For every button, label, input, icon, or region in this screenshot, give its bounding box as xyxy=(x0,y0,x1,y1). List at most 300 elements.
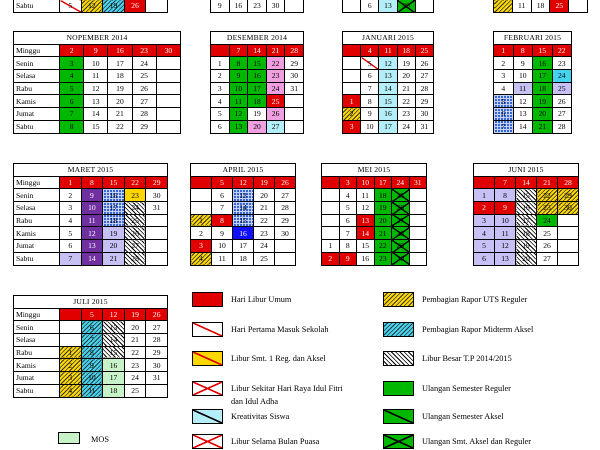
date-cell: 6 xyxy=(361,70,379,83)
date-cell: 30 xyxy=(156,44,180,57)
date-cell: 20 xyxy=(124,321,146,334)
month-title: NOPEMBER 2014 xyxy=(14,32,181,45)
day-label: Sabtu xyxy=(14,120,60,133)
date-cell: 16 xyxy=(233,227,254,240)
date-cell: 5 xyxy=(211,108,230,121)
date-cell: 19 xyxy=(533,95,553,108)
date-cell: 8 xyxy=(513,44,533,57)
date-cell: 26 xyxy=(537,240,558,253)
date-cell: 8 xyxy=(60,120,84,133)
day-label: Minggu xyxy=(14,44,60,57)
date-cell: 12 xyxy=(495,240,516,253)
date-cell: 13 xyxy=(495,252,516,265)
date-cell: 23 xyxy=(254,227,275,240)
date-cell: 18 xyxy=(533,82,553,95)
date-cell: 26 xyxy=(392,202,410,215)
date-cell: 1 xyxy=(60,346,82,359)
date-cell: 10 xyxy=(513,70,533,83)
date-cell: 29 xyxy=(415,95,433,108)
day-label: Sabtu xyxy=(14,384,60,397)
month-title: MEI 2015 xyxy=(322,164,427,177)
date-cell: 24 xyxy=(124,372,146,385)
date-cell xyxy=(322,202,340,215)
date-cell: 24 xyxy=(124,202,146,215)
date-cell: 12 xyxy=(84,82,108,95)
date-cell: 13 xyxy=(81,240,103,253)
legend-label: Libur Besar T.P 2014/2015 xyxy=(422,354,512,363)
date-cell: 29 xyxy=(275,214,296,227)
date-cell: 10 xyxy=(361,120,379,133)
date-cell: 17 xyxy=(533,70,553,83)
date-cell: 20 xyxy=(374,214,392,227)
date-cell: 22 xyxy=(124,346,146,359)
date-cell: 22 xyxy=(397,95,415,108)
partial-calendar-left: Sabtu 5 12 19 26 xyxy=(13,0,168,13)
date-cell: 6 xyxy=(339,214,357,227)
date-cell: 28 xyxy=(124,252,146,265)
date-cell: 18 xyxy=(397,44,415,57)
day-label: Minggu xyxy=(14,308,60,321)
date-cell: 10 xyxy=(81,202,103,215)
date-cell: 18 xyxy=(103,384,125,397)
date-cell: 19 xyxy=(254,176,275,189)
date-cell: 7 xyxy=(60,252,82,265)
date-cell: 15 xyxy=(533,44,553,57)
date-cell: 14 xyxy=(103,334,125,347)
date-cell: 17 xyxy=(103,372,125,385)
date-cell: 26 xyxy=(266,108,285,121)
date-cell: 21 xyxy=(254,202,275,215)
partial-calendar-far: 11 18 25 xyxy=(493,0,588,13)
date-cell: 3 xyxy=(191,240,212,253)
date-cell: 5 xyxy=(361,57,379,70)
legend-swatch-ulangan-reguler xyxy=(383,381,414,396)
date-cell: 19 xyxy=(397,57,415,70)
date-cell: 28 xyxy=(146,334,168,347)
month-calendar xyxy=(13,31,181,134)
date-cell: 16 xyxy=(248,70,267,83)
month-title: APRIL 2015 xyxy=(191,164,296,177)
date-cell: 10 xyxy=(81,372,103,385)
date-cell xyxy=(146,227,168,240)
date-cell: 19 xyxy=(516,240,537,253)
date-cell: 2 xyxy=(60,44,84,57)
date-cell: 14 xyxy=(81,252,103,265)
date-cell: 10 xyxy=(212,240,233,253)
date-cell: 10 xyxy=(495,214,516,227)
date-cell: 15 xyxy=(248,57,267,70)
date-cell: 22 xyxy=(254,214,275,227)
legend-swatch-libur-umum xyxy=(192,292,223,307)
date-cell: 4 xyxy=(474,227,495,240)
date-cell: 19 xyxy=(108,82,132,95)
day-label: Jumat xyxy=(14,372,60,385)
date-cell xyxy=(343,57,361,70)
date-cell: 15 xyxy=(103,176,125,189)
date-cell: 1 xyxy=(60,176,82,189)
date-cell: 2 xyxy=(494,57,514,70)
date-cell: 12 xyxy=(229,108,248,121)
date-cell: 17 xyxy=(374,176,392,189)
date-cell: 3 xyxy=(494,70,514,83)
date-cell: 11 xyxy=(212,252,233,265)
legend-label: Ulangan Semester Aksel xyxy=(422,412,504,421)
date-cell xyxy=(558,240,579,253)
date-cell: 20 xyxy=(516,252,537,265)
date-cell: 26 xyxy=(415,57,433,70)
date-cell: 24 xyxy=(392,176,410,189)
date-cell: 2 xyxy=(211,70,230,83)
legend-label: Pembagian Rapor UTS Reguler xyxy=(422,295,528,304)
date-cell: 27 xyxy=(146,321,168,334)
date-cell xyxy=(558,214,579,227)
date-cell: 5 xyxy=(474,240,495,253)
date-cell xyxy=(409,214,427,227)
date-cell: 5 xyxy=(60,227,82,240)
date-cell: 21 xyxy=(108,108,132,121)
month-title: JUNI 2015 xyxy=(474,164,579,177)
date-cell xyxy=(322,227,340,240)
date-cell: 17 xyxy=(103,202,125,215)
date-cell: 1 xyxy=(322,240,340,253)
date-cell: 2 xyxy=(60,359,82,372)
date-cell: 8 xyxy=(229,57,248,70)
date-cell: 23 xyxy=(132,44,156,57)
legend-swatch-idul-fitri xyxy=(192,381,223,396)
date-cell: 2 xyxy=(343,108,361,121)
date-cell: 11 xyxy=(229,95,248,108)
legend-swatch-ulangan-aksel-reguler xyxy=(383,434,414,449)
date-cell: 12 xyxy=(513,95,533,108)
date-cell: 20 xyxy=(248,120,267,133)
date-cell: 2 xyxy=(60,189,82,202)
date-cell: 13 xyxy=(357,214,375,227)
date-cell: 24 xyxy=(552,70,572,83)
date-cell: 12 xyxy=(81,227,103,240)
month-title: JULI 2015 xyxy=(14,296,168,309)
date-cell: 7 xyxy=(495,176,516,189)
date-cell xyxy=(474,176,495,189)
date-cell: 12 xyxy=(103,308,125,321)
date-cell: 4 xyxy=(361,44,379,57)
date-cell: 6 xyxy=(60,240,82,253)
partial-calendar-mid: 9 16 23 30 xyxy=(210,0,304,13)
date-cell: 13 xyxy=(233,189,254,202)
date-cell: 6 xyxy=(212,189,233,202)
date-cell: 9 xyxy=(84,44,108,57)
date-cell: 27 xyxy=(132,95,156,108)
date-cell: 28 xyxy=(415,82,433,95)
date-cell: 4 xyxy=(494,82,514,95)
date-cell xyxy=(156,95,180,108)
date-cell: 25 xyxy=(266,95,285,108)
date-cell: 3 xyxy=(211,82,230,95)
date-cell: 8 xyxy=(495,189,516,202)
date-cell: 30 xyxy=(146,359,168,372)
date-cell xyxy=(156,108,180,121)
date-cell: 5 xyxy=(494,95,514,108)
date-cell xyxy=(60,308,82,321)
legend-swatch-masuk-sekolah xyxy=(192,322,223,337)
date-cell: 2 xyxy=(191,227,212,240)
date-cell: 19 xyxy=(248,108,267,121)
date-cell xyxy=(146,384,168,397)
legend-label: Hari Libur Umum xyxy=(231,295,292,304)
date-cell xyxy=(275,240,296,253)
date-cell: 8 xyxy=(81,176,103,189)
date-cell: 31 xyxy=(146,202,168,215)
month-title: DESEMBER 2014 xyxy=(211,32,304,45)
date-cell: 17 xyxy=(516,214,537,227)
date-cell: 9 xyxy=(513,57,533,70)
date-cell: 13 xyxy=(379,70,397,83)
date-cell: 14 xyxy=(233,202,254,215)
day-label: Senin xyxy=(14,189,60,202)
date-cell: 28 xyxy=(275,202,296,215)
date-cell: 23 xyxy=(124,189,146,202)
date-cell: 31 xyxy=(146,372,168,385)
date-cell: 28 xyxy=(392,227,410,240)
date-cell: 22 xyxy=(537,189,558,202)
date-cell: 18 xyxy=(374,189,392,202)
date-cell: 6 xyxy=(474,252,495,265)
date-cell: 9 xyxy=(212,227,233,240)
date-cell: 14 xyxy=(248,44,267,57)
date-cell xyxy=(409,202,427,215)
date-cell xyxy=(322,176,340,189)
date-cell: 31 xyxy=(415,120,433,133)
date-cell: 3 xyxy=(474,214,495,227)
month-calendar xyxy=(473,163,579,266)
month-calendar xyxy=(342,31,434,134)
day-label: Rabu xyxy=(14,82,60,95)
date-cell: 27 xyxy=(552,108,572,121)
day-label: Selasa xyxy=(14,70,60,83)
day-label: Kamis xyxy=(14,227,60,240)
day-label: Minggu xyxy=(14,176,60,189)
date-cell: 17 xyxy=(233,240,254,253)
date-cell: 8 xyxy=(81,346,103,359)
date-cell: 27 xyxy=(537,252,558,265)
date-cell: 14 xyxy=(513,120,533,133)
date-cell xyxy=(146,240,168,253)
date-cell: 26 xyxy=(124,227,146,240)
date-cell: 6 xyxy=(81,321,103,334)
date-cell xyxy=(285,120,304,133)
date-cell: 24 xyxy=(266,82,285,95)
date-cell: 18 xyxy=(108,70,132,83)
day-label: Rabu xyxy=(14,214,60,227)
day-label: Selasa xyxy=(14,334,60,347)
date-cell: 18 xyxy=(233,252,254,265)
date-cell: 9 xyxy=(495,202,516,215)
legend-label: Pembagian Rapor Midterm Aksel xyxy=(422,325,534,334)
date-cell: 25 xyxy=(132,70,156,83)
date-cell: 10 xyxy=(229,82,248,95)
date-cell: 5 xyxy=(212,176,233,189)
day-label: Selasa xyxy=(14,202,60,215)
date-cell: 21 xyxy=(533,120,553,133)
month-title: FEBRUARI 2015 xyxy=(494,32,572,45)
date-cell: 3 xyxy=(60,372,82,385)
legend-label-mos: MOS xyxy=(91,435,109,444)
legend-label: Libur Smt. 1 Reg. dan Aksel xyxy=(231,354,326,363)
date-cell: 12 xyxy=(379,57,397,70)
date-cell: 22 xyxy=(552,44,572,57)
date-cell: 2 xyxy=(474,202,495,215)
date-cell: 1 xyxy=(191,214,212,227)
date-cell: 21 xyxy=(374,227,392,240)
date-cell: 3 xyxy=(343,120,361,133)
legend-label: Ulangan Semester Reguler xyxy=(422,384,511,393)
day-label: Sabtu xyxy=(14,0,60,12)
month-calendar xyxy=(321,163,427,266)
legend-swatch-rapor-midterm xyxy=(383,322,414,337)
date-cell: 21 xyxy=(266,44,285,57)
date-cell: 18 xyxy=(516,227,537,240)
date-cell: 29 xyxy=(132,120,156,133)
legend-label: dan Idul Adha xyxy=(231,397,279,406)
date-cell: 15 xyxy=(84,120,108,133)
date-cell xyxy=(146,252,168,265)
month-title: MARET 2015 xyxy=(14,164,168,177)
date-cell: 1 xyxy=(494,44,514,57)
date-cell: 6 xyxy=(60,95,84,108)
date-cell: 15 xyxy=(103,346,125,359)
date-cell xyxy=(343,82,361,95)
date-cell: 14 xyxy=(84,108,108,121)
legend-swatch-bulan-puasa xyxy=(192,434,223,449)
date-cell xyxy=(60,334,82,347)
date-cell: 25 xyxy=(537,227,558,240)
date-cell: 23 xyxy=(537,202,558,215)
date-cell: 27 xyxy=(392,214,410,227)
date-cell: 11 xyxy=(81,384,103,397)
date-cell: 14 xyxy=(379,82,397,95)
date-cell: 4 xyxy=(60,214,82,227)
day-label: Sabtu xyxy=(14,252,60,265)
date-cell xyxy=(322,214,340,227)
date-cell: 19 xyxy=(124,308,146,321)
date-cell: 15 xyxy=(233,214,254,227)
date-cell: 16 xyxy=(108,44,132,57)
legend-label: Libur Selama Bulan Puasa xyxy=(231,437,320,446)
date-cell: 27 xyxy=(275,189,296,202)
month-calendar xyxy=(13,163,168,266)
date-cell: 12 xyxy=(357,202,375,215)
date-cell: 26 xyxy=(132,82,156,95)
date-cell: 20 xyxy=(108,95,132,108)
day-label: Kamis xyxy=(14,95,60,108)
date-cell: 25 xyxy=(415,44,433,57)
date-cell: 30 xyxy=(392,252,410,265)
date-cell: 1 xyxy=(211,57,230,70)
date-cell: 31 xyxy=(409,176,427,189)
date-cell: 3 xyxy=(60,202,82,215)
date-cell xyxy=(285,95,304,108)
date-cell xyxy=(409,240,427,253)
date-cell: 11 xyxy=(84,70,108,83)
date-cell: 28 xyxy=(558,176,579,189)
date-cell: 13 xyxy=(103,321,125,334)
date-cell: 23 xyxy=(266,70,285,83)
date-cell: 25 xyxy=(124,214,146,227)
legend-swatch-libur-besar xyxy=(383,351,414,366)
date-cell: 25 xyxy=(254,252,275,265)
date-cell: 8 xyxy=(339,240,357,253)
date-cell: 5 xyxy=(60,82,84,95)
day-label: Jumat xyxy=(14,108,60,121)
day-label: Kamis xyxy=(14,359,60,372)
date-cell: 10 xyxy=(84,57,108,70)
date-cell: 21 xyxy=(103,252,125,265)
date-cell: 23 xyxy=(552,57,572,70)
date-cell: 11 xyxy=(81,214,103,227)
date-cell: 2 xyxy=(322,252,340,265)
legend-label: Libur Sekitar Hari Raya Idul Fitri xyxy=(231,384,343,393)
date-cell: 6 xyxy=(494,108,514,121)
date-cell: 27 xyxy=(415,70,433,83)
date-cell: 10 xyxy=(357,176,375,189)
date-cell: 21 xyxy=(537,176,558,189)
month-calendar xyxy=(190,163,296,266)
date-cell: 5 xyxy=(339,202,357,215)
date-cell xyxy=(343,70,361,83)
date-cell: 27 xyxy=(124,240,146,253)
date-cell: 7 xyxy=(212,202,233,215)
date-cell: 11 xyxy=(379,44,397,57)
date-cell: 11 xyxy=(513,82,533,95)
date-cell: 13 xyxy=(513,108,533,121)
date-cell: 14 xyxy=(357,227,375,240)
date-cell: 15 xyxy=(516,189,537,202)
date-cell: 4 xyxy=(339,189,357,202)
date-cell: 23 xyxy=(124,359,146,372)
day-label: Jumat xyxy=(14,240,60,253)
legend-swatch-ulangan-aksel xyxy=(383,409,414,424)
date-cell: 17 xyxy=(248,82,267,95)
date-cell: 18 xyxy=(103,214,125,227)
date-cell xyxy=(60,321,82,334)
date-cell: 3 xyxy=(339,176,357,189)
date-cell: 9 xyxy=(339,252,357,265)
date-cell: 7 xyxy=(229,44,248,57)
date-cell: 7 xyxy=(494,120,514,133)
date-cell: 16 xyxy=(379,108,397,121)
date-cell xyxy=(558,252,579,265)
date-cell xyxy=(409,189,427,202)
date-cell: 30 xyxy=(146,189,168,202)
date-cell: 11 xyxy=(495,227,516,240)
date-cell: 27 xyxy=(266,120,285,133)
date-cell: 29 xyxy=(558,189,579,202)
date-cell: 22 xyxy=(108,120,132,133)
date-cell: 18 xyxy=(248,95,267,108)
date-cell xyxy=(146,214,168,227)
legend-swatch-libur-smt1 xyxy=(192,351,223,366)
date-cell: 20 xyxy=(533,108,553,121)
date-cell: 7 xyxy=(339,227,357,240)
legend-label: Kreativitas Siswa xyxy=(231,412,290,421)
date-cell: 30 xyxy=(415,108,433,121)
legend-label: Ulangan Smt. Aksel dan Reguler xyxy=(422,437,531,446)
date-cell: 22 xyxy=(266,57,285,70)
date-cell xyxy=(558,227,579,240)
date-cell xyxy=(285,108,304,121)
date-cell: 1 xyxy=(474,189,495,202)
legend-swatch-kreativitas xyxy=(192,409,223,424)
date-cell: 29 xyxy=(285,57,304,70)
